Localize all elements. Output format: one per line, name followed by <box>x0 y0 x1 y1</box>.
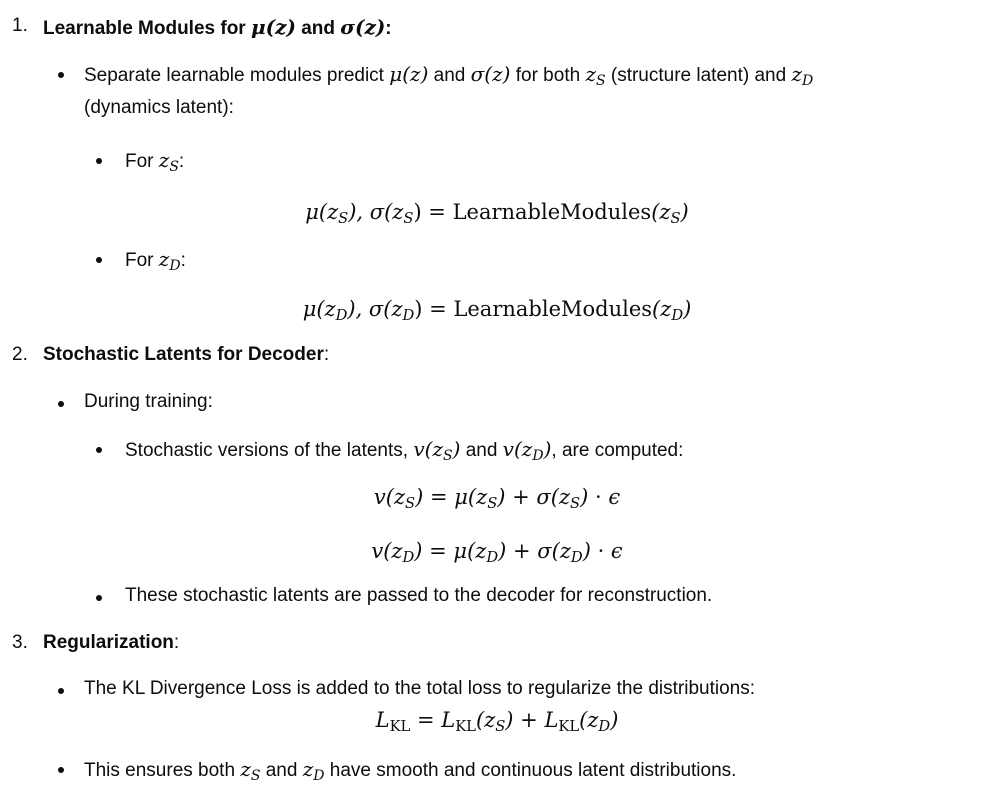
item-3-title: Regularization <box>43 632 174 653</box>
math-z-d: $z_D$ <box>158 247 181 274</box>
bullet-text: (structure latent) and <box>610 65 787 86</box>
math-z-d: $z_D$ <box>791 62 814 89</box>
colon: : <box>180 250 186 271</box>
bullet-text: Stochastic versions of the latents, <box>125 440 409 461</box>
item-1-number: 1. <box>12 15 28 36</box>
math-z-s: $z_S$ <box>158 148 179 175</box>
math-mu-z: μ(z) <box>389 62 429 86</box>
math-z-d: $z_D$ <box>302 757 325 784</box>
bullet-text: For <box>125 250 154 271</box>
item-2-number: 2. <box>12 344 28 365</box>
math-sigma-z: σ(z) <box>470 62 511 86</box>
bullet-dot <box>96 595 102 601</box>
equation-kl-loss: $L_{KL} = L_{KL}(z_S) + L_{KL}(z_D)$ <box>375 708 619 736</box>
math-v-zd: $v(z_D)$ <box>502 437 552 464</box>
bullet-text: have smooth and continuous latent distributions. <box>329 760 737 781</box>
item-3-colon: : <box>173 632 180 653</box>
math-mu-z: μ(z) <box>250 15 296 39</box>
bullet-text: and <box>265 760 298 781</box>
bullet-dot <box>96 447 102 453</box>
bullet-dot <box>58 688 64 694</box>
item-2-title: Stochastic Latents for Decoder <box>43 344 324 365</box>
bullet-dot <box>58 767 64 773</box>
bullet-stochastic-versions <box>125 437 683 462</box>
item-1-and: and <box>301 18 335 39</box>
bullet-dot <box>58 401 64 407</box>
equation-zd-modules: $\mu(z_D)$, $\sigma(z_D)$ = $LearnableModules(z_D)$ <box>302 297 692 325</box>
item-1-colon: : <box>385 18 392 39</box>
colon: : <box>178 151 185 172</box>
bullet-text: and <box>433 65 466 86</box>
item-1-title: Learnable Modules for <box>43 18 246 39</box>
bullet-passed-to-decoder: These stochastic latents are passed to the decoder for reconstruction. <box>125 585 713 606</box>
bullet-smooth-continuous <box>84 757 736 782</box>
bullet-kl-divergence: The KL Divergence Loss is added to the total loss to regularize the distributions: <box>84 678 756 699</box>
item-2-heading <box>43 344 329 366</box>
bullet-dot <box>96 257 102 263</box>
equation-zs-modules: $\mu(z_S)$, $\sigma(z_S)$ = $LearnableModules(z_S)$ <box>305 200 689 228</box>
bullet-text: This ensures both <box>84 760 236 781</box>
math-z-s: $z_S$ <box>240 757 261 784</box>
equation-v-zd: $v(z_D) = \mu(z_D) + \sigma(z_D) \cdot \epsilon$ <box>371 539 623 567</box>
bullet-text: Separate learnable modules predict <box>84 65 384 86</box>
bullet-separate-modules <box>84 62 813 87</box>
item-1-heading <box>43 15 392 40</box>
bullet-text-continued: (dynamics latent): <box>84 97 234 118</box>
item-3-number: 3. <box>12 632 28 653</box>
math-z-s: $z_S$ <box>585 62 606 89</box>
math-v-zs: $v(z_S)$ <box>413 437 461 464</box>
bullet-text: for both <box>515 65 581 86</box>
bullet-during-training: During training: <box>84 391 213 412</box>
bullet-dot <box>58 72 64 78</box>
item-3-heading <box>43 632 179 654</box>
math-sigma-z: σ(z) <box>340 15 386 39</box>
equation-v-zs: $v(z_S) = \mu(z_S) + \sigma(z_S) \cdot \epsilon$ <box>373 485 621 513</box>
bullet-for-zs <box>125 148 184 173</box>
bullet-text: , are computed: <box>551 440 684 461</box>
bullet-text: For <box>125 151 154 172</box>
item-2-colon: : <box>323 344 330 365</box>
bullet-for-zd <box>125 247 186 272</box>
bullet-text: and <box>465 440 498 461</box>
bullet-dot <box>96 158 102 164</box>
